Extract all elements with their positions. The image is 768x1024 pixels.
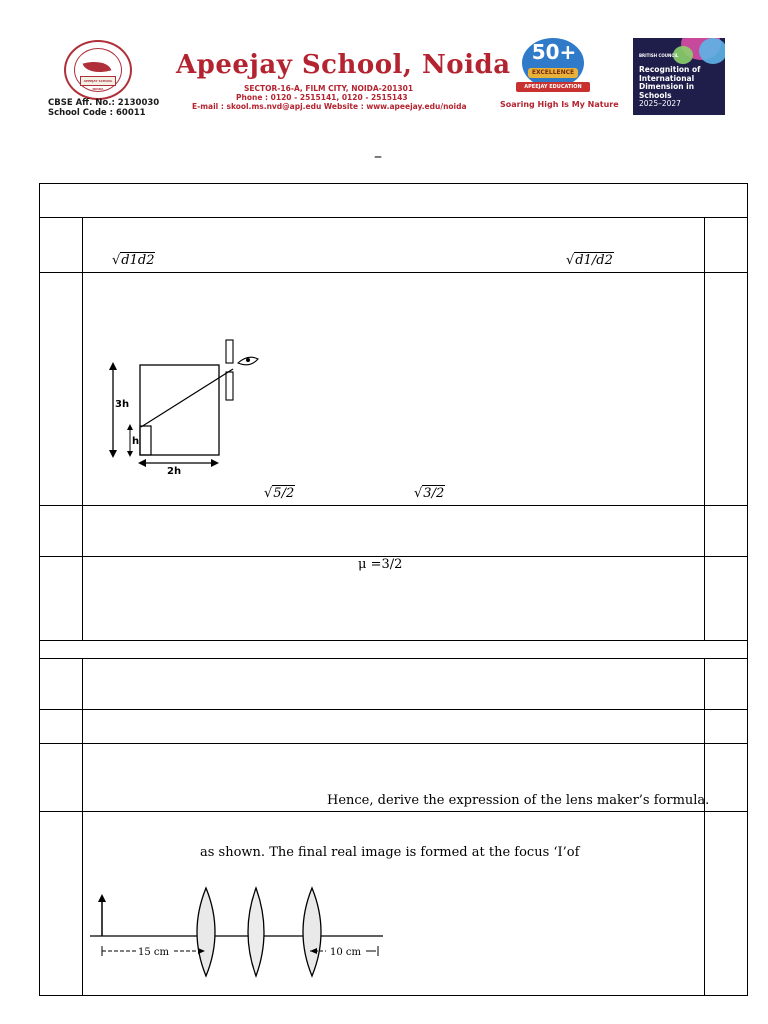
q7-question-text: Hence, derive the expression of the lens maker’s formula. [327, 793, 710, 808]
q2-option-sqrt-5-2: √5/2 [264, 486, 295, 501]
object-block [140, 426, 151, 455]
badge-excellence: EXCELLENCE [528, 68, 578, 78]
recognition-years: 2025–2027 [639, 99, 681, 109]
school-code: School Code : 60011 [48, 108, 146, 118]
screen-lower [226, 372, 233, 400]
recognition-badge [633, 38, 725, 115]
q2-tank-diagram [100, 336, 270, 476]
lens-2 [248, 888, 264, 976]
tagline: Soaring High Is My Nature [500, 100, 619, 109]
school-logo [64, 40, 132, 100]
lens-3 [303, 888, 321, 976]
school-address: SECTOR-16-A, FILM CITY, NOIDA-201301 [244, 84, 414, 93]
badge-number: 50+ [531, 40, 577, 64]
label-2h: 2h [167, 466, 182, 476]
affiliation-block [48, 98, 159, 118]
q2-option-sqrt-3-2: √3/2 [414, 486, 445, 501]
label-10cm: 10 cm [330, 947, 361, 958]
screen-upper [226, 340, 233, 363]
recognition-org: BRITISH COUNCIL [639, 53, 679, 58]
school-name: Apeejay School, Noida [176, 50, 511, 80]
affiliation-number: CBSE Aff. No.: 2130030 [48, 98, 160, 108]
school-phone: Phone : 0120 - 2515141, 0120 - 2515143 [236, 93, 408, 102]
lens-1 [197, 888, 215, 976]
label-h: h [132, 436, 140, 447]
q1-option-sqrt-ratio: √d1/d2 [566, 253, 613, 268]
title-mark: – [374, 146, 382, 165]
logo-ribbon-text: APEEJAY SCHOOL NOIDA [80, 76, 116, 86]
q4-refractive-index: μ =3/2 [358, 557, 403, 572]
q8-question-text: as shown. The final real image is formed at the focus ‘I’of [200, 845, 580, 860]
anniversary-badge [514, 38, 594, 96]
tank-outline [140, 365, 219, 455]
label-15cm: 15 cm [138, 947, 169, 958]
school-contact: E-mail : skool.ms.nvd@apj.edu Website : www.apeejay.edu/noida [192, 102, 467, 111]
recognition-title: Recognition of International Dimension in Schools [639, 65, 701, 100]
q8-lens-diagram [88, 884, 388, 980]
label-3h: 3h [115, 399, 130, 410]
badge-ribbon: APEEJAY EDUCATION [516, 82, 590, 92]
q1-option-sqrt-product: √d1d2 [112, 253, 155, 268]
